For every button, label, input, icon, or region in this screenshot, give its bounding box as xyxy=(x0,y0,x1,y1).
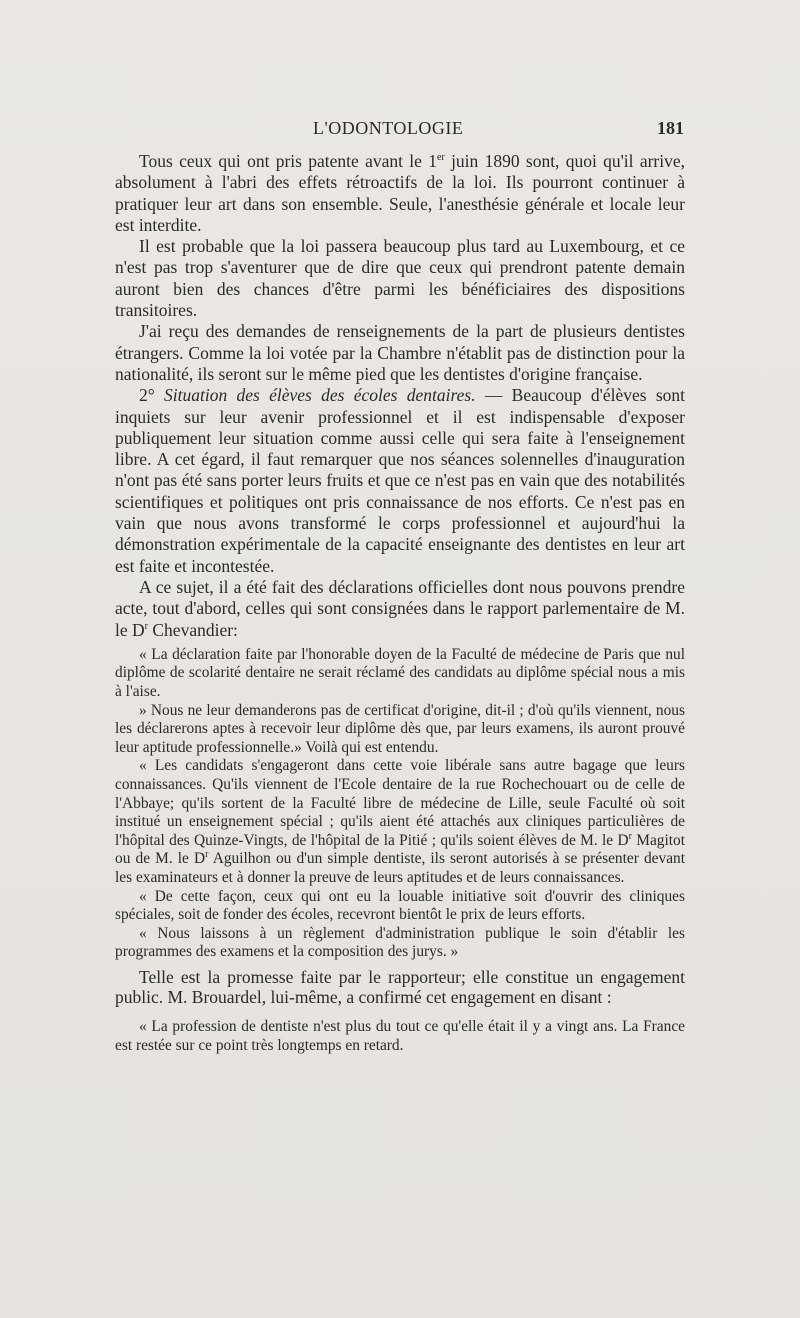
paragraph-3: J'ai reçu des demandes de renseignements de la part de plusieurs dentistes étrangers. Comme la loi votée par la Chambre n'établit pas de distinction pour la nationalité, ils seront sur le même pied que les dentistes d'origine française. xyxy=(115,321,685,384)
section-number: 2° xyxy=(139,385,165,406)
page-body xyxy=(115,151,685,1055)
running-title: L'ODONTOLOGIE xyxy=(313,118,464,138)
paragraph-4: 2° Situation des élèves des écoles dentaires. — Beaucoup d'élèves sont inquiets sur leur avenir professionnel et il est indispensable d'exposer publiquement leur situation comme aussi celle qui sera faite à l'enseignement libre. A cet égard, il faut remarquer que nos séances solennelles d'inauguration n'ont pas été sans porter leurs fruits et que ce n'est pas en vain que des notabilités scientifiques et politiques ont pris connaissance de nos efforts. Ce n'est pas en vain que nous avons transformé le corps professionnel et aujourd'hui la démonstration expérimentale de la capacité enseignante des dentistes en leur art est faite et incontestée. xyxy=(115,385,685,576)
quote-paragraph-5: « Nous laissons à un règlement d'administration publique le soin d'établir les programmes des examens et la composition des jurys. » xyxy=(115,924,685,961)
quote-paragraph-3: « Les candidats s'engageront dans cette voie libérale sans autre bagage que leurs connaissances. Qu'ils viennent de l'Ecole dentaire de la rue Rochechouart ou de celle de l'Abbaye; qu'ils sortent de la Faculté libre de médecine de Lille, seule Faculté où soit institué un enseignement spécial ; qu'ils aient été attachés aux cliniques particulières de l'hôpital des Quinze-Vingts, de l'hôpital de la Pitié ; qu'ils soient élèves de M. le $D^r$ Magitot ou de M. le $D^r$ Aguilhon ou d'un simple dentiste, ils seront autorisés à se présenter devant les examinateurs et à donner la preuve de leurs aptitudes et de leurs connaissances. xyxy=(115,757,685,886)
quote-paragraph-1: « La déclaration faite par l'honorable doyen de la Faculté de médecine de Paris que nul diplôme de scolarité dentaire ne serait réclamé des candidats au diplôme spécial nous a mis à l'aise. xyxy=(115,645,685,701)
page-header xyxy=(118,118,684,144)
paragraph-2: Il est probable que la loi passera beaucoup plus tard au Luxembourg, et ce n'est pas trop s'aventurer que de dire que ceux qui prendront patente demain auront bien des chances d'être parmi les bénéficiaires des dispositions transitoires. xyxy=(115,236,685,321)
paragraph-6: Telle est la promesse faite par le rapporteur; elle constitue un engagement public. M. Brouardel, lui-même, a confirmé cet engagement en disant : xyxy=(115,966,685,1008)
paragraph-1: Tous ceux qui ont pris patente avant le 1er juin 1890 sont, quoi qu'il arrive, absolument à l'abri des effets rétroactifs de la loi. Ils pourront continuer à pratiquer leur art dans son ensemble. Seule, l'anesthésie générale et locale leur est interdite. xyxy=(115,151,685,235)
page-number: 181 xyxy=(657,118,684,138)
quote-paragraph-2: » Nous ne leur demanderons pas de certificat d'origine, dit-il ; d'où qu'ils viennent, nous les déclarerons aptes à recevoir leur diplôme dès que, par leurs examens, ils auront prouvé leur aptitude professionnelle.» Voilà qui est entendu. xyxy=(115,701,685,756)
quote-paragraph-4: « De cette façon, ceux qui ont eu la louable initiative soit d'ouvrir des cliniques spéciales, soit de fonder des écoles, recevront bientôt le prix de leurs efforts. xyxy=(115,887,685,924)
paragraph-5: A ce sujet, il a été fait des déclarations officielles dont nous pouvons prendre acte, tout d'abord, celles qui sont consignées dans le rapport parlementaire de M. le $D^r$ Chevandier: xyxy=(115,576,685,640)
section-title: Situation des élèves des écoles dentaires. xyxy=(164,385,476,406)
quote-paragraph-6: « La profession de dentiste n'est plus du tout ce qu'elle était il y a vingt ans. La France est restée sur ce point très longtemps en retard. xyxy=(115,1017,685,1054)
